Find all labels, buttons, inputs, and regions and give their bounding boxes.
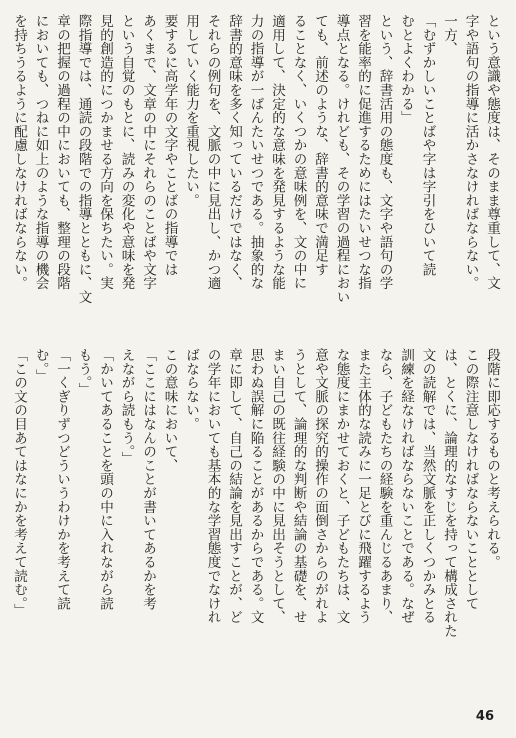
lower-text-block: 段階に即応するものと考えられる。 この際注意しなければならないこととして は、とくに、論理的なすじを持って構成された 文の読解では、当然文脈を正しくつかみとる 訓練を経なければならないことである。なぜ なら、子どもたちの経験を重んじるあまり、 また主体的な読みに一足とびに飛躍するよう な態度にまかせておくと、子どもたちは、文 意や文脈の探究的操作の面倒さからのがれよ うとして、論理的な判断や結論の基礎を、せ まい自己の既往経験の中に見出そうとして、 思わぬ誤解に陥ることがあるからである。文 章に即して、自己の結論を見出すことが、ど の学年においても基本的な学習態度でなけれ ばならない。 この意味において、 「ここにはなんのことが書いてあるかを考 えながら読もう。」 「かいてあることを頭の中に入れながら読 もう。」 「一くぎりずつどういうわけかを考えて読 む。」 「この文の目あてはなにかを考えて読む。」 [11,348,500,638]
upper-text-block: という意識や態度は、そのまま尊重して、文 字や語句の指導に活かさなければならない。 一方、 「むずかしいことばや字は字引をひいて読 むとよくわかる」 という、辞書活用の態度も、文字や語句の学 習を能率的に促進するためにはたいせつな指 導点となる。けれども、その学習の過程におい ても、前述のような、辞書的意味で満足す ることなく、いくつかの意味例を、文の中に 適用して、決定的な意味を発見するような能 力の指導が一ばんたいせつである。抽象的な 辞書的意味を多く知っているだけではなく、 それらの例句を、文脈の中に見出し、かつ適 用していく能力を重視したい。 要するに高学年の文字やことばの指導では あくまで、文章の中にそれらのことばや文字 という自覚のもとに、読みの変化や意味を発 見的創造的につかませる方向を保ちたい。実 際指導では、通読の段階での指導とともに、文 章の把握の過程の中においても、整理の段階 においても、つねに如上のような指導の機会 を持ちうるように配慮しなければならない。 [11,14,500,304]
page-number: 46 [475,709,494,724]
